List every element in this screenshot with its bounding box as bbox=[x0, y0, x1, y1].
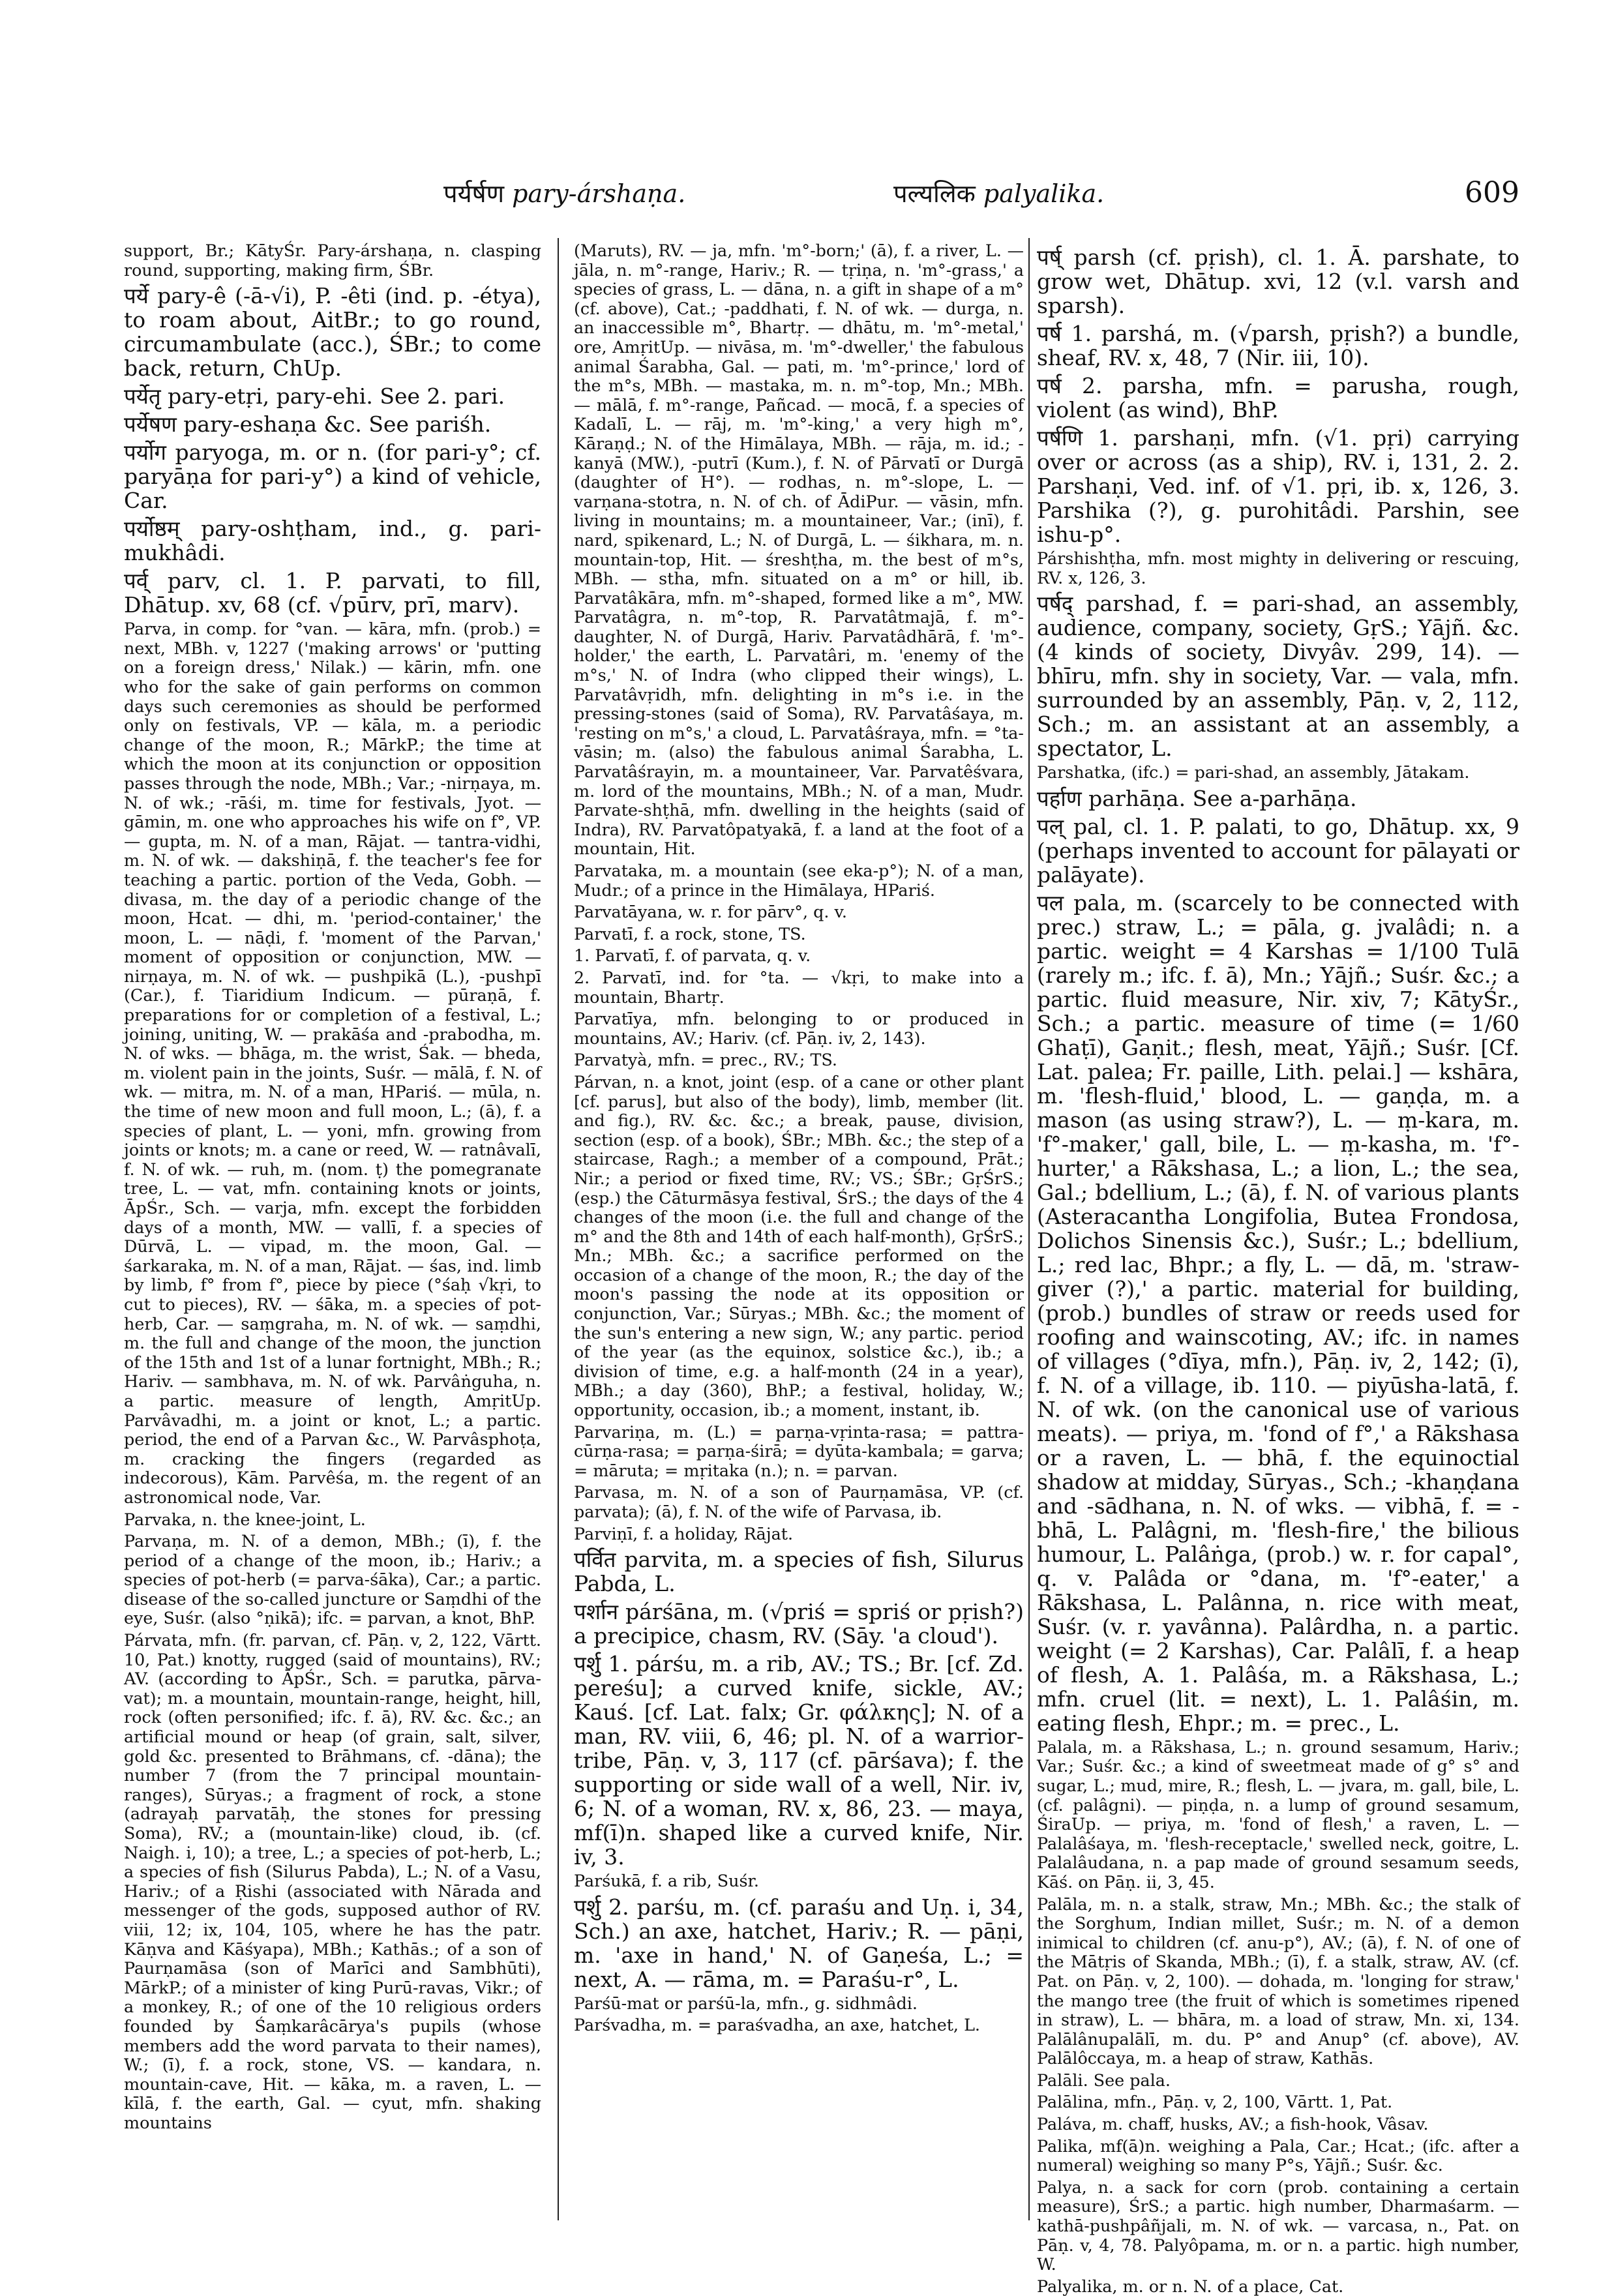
dictionary-entry: पर्योष्ठम् pary-oshṭham, ind., g. pari-mukhâdi. bbox=[124, 516, 541, 566]
right-headword: palyalika. bbox=[983, 179, 1105, 208]
page-number: 609 bbox=[1465, 176, 1519, 209]
dictionary-entry: 1. Parvatī, f. of parvata, q. v. bbox=[574, 946, 811, 966]
dictionary-entry: पर्शु 2. parśu, m. (cf. paraśu and Uṇ. i, 34, Sch.) an axe, hatchet, Hariv.; R. — pāṇi, m. 'axe in hand,' N. of Gaṇeśa, L.; = next, A. — rāma, m. = Paraśu-r°, L. bbox=[574, 1894, 1024, 1992]
dictionary-entry: पर्षणि 1. parshaṇi, mfn. (√1. pṛi) carrying over or across (as a ship), RV. i, 131, 2. 2. Parshaṇi, Ved. inf. of √1. pṛi, ib. x, 126, 3. Parshika (?), g. purohitâdi. Parshin, see ishu-p°. bbox=[1037, 425, 1519, 547]
dictionary-entry: पर्षद् parshad, f. = pari-shad, an assembly, audience, company, society, GṛS.; Yājñ. &c. (4 kinds of society, Divyâv. 299, 14). — bhīru, mfn. shy in society, Var. — vala, mfn. surrounded by an assembly, Pāṇ. v, 2, 112, Sch.; m. an assistant at an assembly, a spectator, L. bbox=[1037, 591, 1519, 762]
dictionary-entry: Parshatka, (ifc.) = pari-shad, an assembly, Jātakam. bbox=[1037, 762, 1470, 783]
dictionary-entry: Parśvadha, m. = paraśvadha, an axe, hatchet, L. bbox=[574, 2015, 980, 2035]
dictionary-entry: पर्व् parv, cl. 1. P. parvati, to fill, Dhātup. xv, 68 (cf. √pūrv, prī, marv). bbox=[124, 568, 541, 618]
dictionary-entry: पर्येतृ pary-etṛi, pary-ehi. See 2. pari. bbox=[124, 383, 505, 410]
dictionary-entry: पर्ये pary-ê (-ā-√i), P. -êti (ind. p. -étya), to roam about, AitBr.; to go round, circumambulate (acc.), ŚBr.; to come back, return, ChUp. bbox=[124, 283, 541, 381]
dictionary-entry: पर्योग paryoga, m. or n. (for pari-y°; cf. paryāṇa for pari-y°) a kind of vehicle, Car. bbox=[124, 440, 541, 514]
right-running-head bbox=[893, 176, 1104, 210]
dictionary-entry: Palāla, m. n. a stalk, straw, Mn.; MBh. &c.; the stalk of the Sorghum, Indian millet, Suśr.; m. N. of a demon inimical to children (cf. anu-p°), AV.; (ā), f. N. of one of the Mātṛis of Skanda, MBh.; (ī), f. a stalk, straw, AV. (cf. Pat. on Pāṇ. v, 2, 100). — dohada, m. 'longing for straw,' the mango tree (the fruit of which is sometimes ripened in straw), L. — bhāra, m. a load of straw, Mn. xi, 134. Palālânupalālī, m. du. P° and Anup° (cf. above), AV. Palālôccaya, m. a heap of straw, Kathās. bbox=[1037, 1894, 1519, 2068]
dictionary-entry: Parvataka, m. a mountain (see eka-p°); N. of a man, Mudr.; of a prince in the Himālaya, HPariś. bbox=[574, 861, 1024, 900]
dictionary-entry: Parvatyà, mfn. = prec., RV.; TS. bbox=[574, 1050, 837, 1070]
dictionary-entry: Parvatī, f. a rock, stone, TS. bbox=[574, 923, 806, 944]
dictionary-entry: Parvasa, m. N. of a son of Paurṇamāsa, VP. (cf. parvata); (ā), f. N. of the wife of Parvasa, ib. bbox=[574, 1482, 1024, 1521]
left-headword: pary-árshaṇa. bbox=[512, 179, 686, 208]
dictionary-entry: Parśukā, f. a rib, Suśr. bbox=[574, 1871, 759, 1891]
dictionary-entry: 2. Parvatī, ind. for °ta. — √kṛi, to make into a mountain, Bhartṛ. bbox=[574, 967, 1024, 1007]
dictionary-entry: Párvata, mfn. (fr. parvan, cf. Pāṇ. v, 2, 122, Vārtt. 10, Pat.) knotty, rugged (said of mountains), RV.; AV. (according to ĀpŚr., Sch. = parutka, pārva-vat); m. a mountain, mountain-range, height, hill, rock (often personified; ifc. f. ā), RV. &c. &c.; an artificial mound or heap (of grain, salt, silver, gold &c. presented to Brāhmans, cf. -dāna); the number 7 (from the 7 principal mountain-ranges), Sūryas.; a fragment of rock, a stone (adrayaḥ parvatāḥ, the stones for pressing Soma), RV.; a (mountain-like) cloud, ib. (cf. Naigh. i, 10); a tree, L.; a species of pot-herb, L.; a species of fish (Silurus Pabda), L.; N. of a Vasu, Hariv.; of a Ṛishi (associated with Nārada and messenger of the gods, supposed author of RV. viii, 12; ix, 104, 105, where he has the patr. Kāṇva and Kāśyapa), MBh.; Kathās.; of a son of Paurṇamāsa (son of Marīci and Sambhūti), MārkP.; of a minister of king Purū-ravas, Vikr.; of a monkey, R.; of one of the 10 religious orders founded by Śaṃkarâcārya's pupils (whose members add the word parvata to their names), W.; (ī), f. a rock, stone, VS. — kandara, n. mountain-cave, Hit. — kāka, m. a raven, L. — kīlā, f. the earth, Gal. — cyut, mfn. shaking mountains bbox=[124, 1630, 541, 2132]
page-header bbox=[124, 176, 1519, 222]
dictionary-entry: Palika, mf(ā)n. weighing a Pala, Car.; Hcat.; (ifc. after a numeral) weighing so many P°s, Yājñ.; Suśr. &c. bbox=[1037, 2136, 1519, 2175]
dictionary-entry: पर्शान párśāna, m. (√priś = spriś or pṛish?) a precipice, chasm, RV. (Sāy. 'a cloud'). bbox=[574, 1599, 1024, 1649]
dictionary-entry: (Maruts), RV. — ja, mfn. 'm°-born;' (ā), f. a river, L. — jāla, n. m°-range, Hariv.; R. — tṛiṇa, n. 'm°-grass,' a species of grass, L. — dāna, n. a gift in shape of a m° (cf. above), Cat.; -paddhati, f. N. of wk. — durga, n. an inaccessible m°, Bhartṛ. — dhātu, m. 'm°-metal,' ore, AmṛitUp. — nivāsa, m. 'm°-dweller,' the fabulous animal Śarabha, Gal. — pati, m. 'm°-prince,' lord of the m°s, MBh. — mastaka, m. n. m°-top, Mn.; MBh. — mālā, f. m°-range, Pañcad. — mocā, f. a species of Kadalī, L. — rāj, m. 'm°-king,' a very high m°, Kāraṇḍ.; N. of the Himālaya, MBh. — rāja, m. id.; -kanyā (MW.), -putrī (Kum.), f. N. of Pārvatī or Durgā (daughter of H°). — rodhas, n. m°-slope, L. — varṇana-stotra, n. N. of ch. of ĀdiPur. — vāsin, mfn. living in mountains; m. a mountaineer, Var.; (inī), f. nard, spikenard, L.; N. of Durgā, L. — śikhara, m. n. mountain-top, Hit. — śreshṭha, m. the best of m°s, MBh. — stha, mfn. situated on a m° or hill, ib. Parvatâkāra, mfn. m°-shaped, formed like a m°, MW. Parvatâgra, n. m°-top, R. Parvatâtmajā, f. m°-daughter, N. of Durgā, Hariv. Parvatâdhārā, f. 'm°-holder,' the earth, L. Parvatâri, m. 'enemy of the m°s,' N. of Indra (who clipped their wings), L. Parvatâvṛidh, mfn. delighting in m°s i.e. in the pressing-stones (said of Soma), RV. Parvatâśaya, m. 'resting on m°s,' a cloud, L. Parvatâśraya, mfn. = °ta-vāsin; m. (also) the fabulous animal Śarabha, L. Parvatâśrayin, m. a mountaineer, Var. Parvatêśvara, m. lord of the mountains, MBh.; N. of a man, Mudr. Parvate-shṭhā, mfn. dwelling in the heights (said of Indra), RV. Parvatôpatyakā, f. a land at the foot of a mountain, Hit. bbox=[574, 241, 1024, 859]
dictionary-entry: पर्येषण pary-eshaṇa &c. See pariśh. bbox=[124, 411, 492, 438]
dictionary-entry: Paláva, m. chaff, husks, AV.; a fish-hook, Vâsav. bbox=[1037, 2114, 1429, 2134]
column-2 bbox=[574, 241, 1024, 2217]
dictionary-entry: Palālina, mfn., Pāṇ. v, 2, 100, Vārtt. 1, Pat. bbox=[1037, 2092, 1393, 2112]
dictionary-entry: Parvariṇa, m. (L.) = parṇa-vṛinta-rasa; = pattra-cūrṇa-rasa; = parṇa-śirā; = dyūta-kambala; = garva; = māruta; = mṛitaka (n.); n. = parvan. bbox=[574, 1422, 1024, 1480]
left-running-head bbox=[443, 176, 685, 210]
right-headword-devanagari: पल्यलिक bbox=[893, 179, 976, 208]
dictionary-entry: पर्वित parvita, m. a species of fish, Silurus Pabda, L. bbox=[574, 1547, 1024, 1597]
dictionary-entry: पल pala, m. (scarcely to be connected with prec.) straw, L.; = pāla, g. jvalâdi; n. a partic. weight = 4 Karshas = 1/100 Tulā (rarely m.; ifc. f. ā), Mn.; Yājñ.; Suśr. &c.; a partic. fluid measure, Nir. xiv, 7; KātyŚr., Sch.; a partic. measure of time (= 1/60 Ghaṭī), Gaṇit.; flesh, meat, Yājñ.; Suśr. [Cf. Lat. palea; Fr. paille, Lith. pelai.] — kshāra, m. 'flesh-fluid,' blood, L. — gaṇḍa, m. a mason (as using straw?), L. — ṃ-kara, m. 'f°-maker,' gall, bile, L. — ṃ-kasha, m. 'f°-hurter,' a Rākshasa, L.; a lion, L.; the sea, Gal.; bdellium, L.; (ā), f. N. of various plants (Asteracantha Longifolia, Butea Frondosa, Dolichos Sinensis &c.), Suśr.; L.; bdellium, L.; red lac, Bhpr.; a fly, L. — dā, m. 'straw-giver (?),' a partic. material for building, (prob.) bundles of straw or reeds used for roofing and wainscoting, AV.; ifc. in names of villages (°dīya, mfn.), Pāṇ. iv, 2, 142; (ī), f. N. of a village, ib. 110. — piyūsha-latā, f. N. of wk. (on the canonical use of various meats). — priya, m. 'fond of f°,' a Rākshasa or a raven, L. — bhā, f. the equinoctial shadow at midday, Sūryas., Sch.; -khaṇḍana and -sādhana, n. N. of wks. — vibhā, f. = -bhā, L. Palâgni, m. 'flesh-fire,' the bilious humour, L. Palâṅga, (prob.) w. r. for capal°, q. v. Palâda or °dana, m. 'f°-eater,' a Rākshasa, L. Palânna, n. rice with meat, Suśr. (v. r. yavânna). Palârdha, n. a partic. weight (= 2 Karshas), Car. Palâlī, f. a heap of flesh, A. 1. Palâśa, m. a Rākshasa, L.; mfn. cruel (lit. = next), L. 1. Palâśin, m. eating flesh, Ehpr.; m. = prec., L. bbox=[1037, 889, 1519, 1736]
left-headword-devanagari: पर्यर्षण bbox=[443, 179, 505, 208]
dictionary-entry: Parva, in comp. for °van. — kāra, mfn. (prob.) = next, MBh. v, 1227 ('making arrows' or 'putting on a foreign dress,' Nilak.) — kārin, mfn. one who for the sake of gain performs on common days such ceremonies as should be performed only on festivals, VP. — kāla, m. a periodic change of the moon, R.; MārkP.; the time at which the moon at its conjunction or opposition passes through the node, MBh.; Var.; -nirṇaya, m. N. of wk.; -rāśi, m. time for festivals, Jyot. — gāmin, m. one who approaches his wife on f°, VP. — gupta, m. N. of a man, Rājat. — tantra-vidhi, m. N. of wk. — dakshiṇā, f. the teacher's fee for teaching a partic. portion of the Veda, Gobh. — divasa, m. the day of a periodic change of the moon, Hcat. — dhi, m. 'period-container,' the moon, L. — nāḍi, f. 'moment of the Parvan,' moment of opposition or conjunction, MW. — nirṇaya, m. N. of wk. — pushpikā (L.), -pushpī (Car.), f. Tiaridium Indicum. — pūraṇā, f. preparations for or completion of a festival, L.; joining, uniting, W. — prakāśa and -prabodha, m. N. of wks. — bhāga, m. the wrist, Śak. — bheda, m. violent pain in the joints, Suśr. — mālā, f. N. of wk. — mitra, m. N. of a man, HPariś. — mūla, n. the time of new moon and full moon, L.; (ā), f. a species of plant, L. — yoni, mfn. growing from joints or knots; m. a cane or reed, W. — ratnâvalī, f. N. of wk. — ruh, m. (nom. ṭ) the pomegranate tree, L. — vat, mfn. containing knots or joints, ĀpŚr., Sch. — varja, mfn. except the forbidden days of a month, MW. — vallī, f. a species of Dūrvā, L. — vipad, m. the moon, Gal. — śarkaraka, m. N. of a man, Rājat. — śas, ind. limb by limb, f° from f°, piece by piece (°śaḥ √kṛi, to cut to pieces), RV. — śāka, m. a species of pot-herb, Car. — saṃgraha, m. N. of wk. — saṃdhi, m. the full and change of the moon, the junction of the 15th and 1st of a lunar fortnight, MBh.; R.; Hariv. — sambhava, m. N. of wk. Parvâṅguha, n. a partic. measure of length, AmṛitUp. Parvâvadhi, m. a joint or knot, L.; a partic. period, the end of a Parvan &c., W. Parvâsphoṭa, m. cracking the fingers (regarded as indecorous), Kām. Parvêśa, m. the regent of an astronomical node, Var. bbox=[124, 619, 541, 1507]
dictionary-entry: Parśū-mat or parśū-la, mfn., g. sidhmâdi. bbox=[574, 1993, 918, 2013]
column-divider-left bbox=[558, 238, 559, 2220]
dictionary-entry: Parvaṇa, m. N. of a demon, MBh.; (ī), f. the period of a change of the moon, ib.; Hariv.; a species of pot-herb (= parva-śāka), Car.; a partic. disease of the so-called juncture or Saṃdhi of the eye, Suśr. (also °ṇikā); ifc. = parvan, a knot, BhP. bbox=[124, 1531, 541, 1628]
dictionary-entry: Palyalika, m. or n. N. of a place, Cat. bbox=[1037, 2276, 1344, 2296]
dictionary-entry: Palāli. See pala. bbox=[1037, 2070, 1171, 2090]
dictionary-entry: support, Br.; KātyŚr. Pary-árshaṇa, n. clasping round, supporting, making firm, ŚBr. bbox=[124, 241, 541, 280]
dictionary-entry: पल् pal, cl. 1. P. palati, to go, Dhātup. xx, 9 (perhaps invented to account for pālayati or palāyate). bbox=[1037, 813, 1519, 887]
dictionary-entry: Párshishṭha, mfn. most mighty in delivering or rescuing, RV. x, 126, 3. bbox=[1037, 548, 1519, 588]
dictionary-entry: Parvatīya, mfn. belonging to or produced in mountains, AV.; Hariv. (cf. Pāṇ. iv, 2, 143). bbox=[574, 1009, 1024, 1048]
dictionary-entry: पर्हाण parhāṇa. See a-parhāṇa. bbox=[1037, 785, 1357, 811]
dictionary-entry: Parvatāyana, w. r. for pārv°, q. v. bbox=[574, 902, 847, 922]
dictionary-entry: Parvaka, n. the knee-joint, L. bbox=[124, 1509, 366, 1529]
column-1 bbox=[124, 241, 541, 2217]
column-3 bbox=[1037, 241, 1519, 2296]
dictionary-entry: पर्ष 1. parshá, m. (√parsh, pṛish?) a bundle, sheaf, RV. x, 48, 7 (Nir. iii, 10). bbox=[1037, 321, 1519, 370]
dictionary-entry: Parviṇī, f. a holiday, Rājat. bbox=[574, 1523, 794, 1543]
dictionary-entry: Palya, n. a sack for corn (prob. containing a certain measure), ŚrS.; a partic. high number, Dharmaśarm. — kathā-pushpâñjali, m. N. of wk. — varcasa, n., Pat. on Pāṇ. v, 4, 78. Palyôpama, m. or n. a partic. high number, W. bbox=[1037, 2177, 1519, 2274]
dictionary-entry: Párvan, n. a knot, joint (esp. of a cane or other plant [cf. parus], but also of the body), limb, member (lit. and fig.), RV. &c. &c.; a break, pause, division, section (esp. of a book), ŚBr.; MBh. &c.; the step of a staircase, Ragh.; a member of a compound, Prāt.; Nir.; a period or fixed time, RV.; VS.; ŚBr.; GṛŚrS.; (esp.) the Cāturmāsya festival, ŚrS.; the days of the 4 changes of the moon (i.e. the full and change of the m° and the 8th and 14th of each half-month), GṛŚrS.; Mn.; MBh. &c.; a sacrifice performed on the occasion of a change of the moon, R.; the day of the moon's passing the node at its opposition or conjunction, Var.; Sūryas.; MBh. &c.; the moment of the sun's entering a new sign, W.; any partic. period of the year (as the equinox, solstice &c.), ib.; a division of time, e.g. a half-month (24 in a year), MBh.; a day (360), BhP.; a festival, holiday, W.; opportunity, occasion, ib.; a moment, instant, ib. bbox=[574, 1071, 1024, 1420]
column-divider-right bbox=[1028, 238, 1030, 2220]
dictionary-entry: पर्शु 1. párśu, m. a rib, AV.; TS.; Br. [cf. Zd. pereśu]; a curved knife, sickle, AV.; Kauś. [cf. Lat. falx; Gr. φάλκης]; N. of a man, RV. viii, 6, 46; pl. N. of a warrior-tribe, Pāṇ. v, 3, 117 (cf. pārśava); f. the supporting or side wall of a well, Nir. iv, 6; N. of a woman, RV. x, 86, 23. — maya, mf(ī)n. shaped like a curved knife, Nir. iv, 3. bbox=[574, 1651, 1024, 1870]
dictionary-entry: पर्ष 2. parsha, mfn. = parusha, rough, violent (as wind), BhP. bbox=[1037, 373, 1519, 423]
dictionary-entry: पर्ष् parsh (cf. pṛish), cl. 1. Ā. parshate, to grow wet, Dhātup. xvi, 12 (v.l. varsh and sparsh). bbox=[1037, 245, 1519, 318]
dictionary-entry: Palala, m. a Rākshasa, L.; n. ground sesamum, Hariv.; Var.; Suśr. &c.; a kind of sweetmeat made of g° s° and sugar, L.; mud, mire, R.; flesh, L. — jvara, m. gall, bile, L. (cf. palâgni). — piṇḍa, n. a lump of ground sesamum, ŚiraUp. — priya, m. 'fond of flesh,' a raven, L. — Palalâśaya, m. 'flesh-receptacle,' swelled neck, goitre, L. Palalâudana, n. a pap made of ground sesamum seeds, Kāś. on Pāṇ. ii, 3, 45. bbox=[1037, 1737, 1519, 1892]
